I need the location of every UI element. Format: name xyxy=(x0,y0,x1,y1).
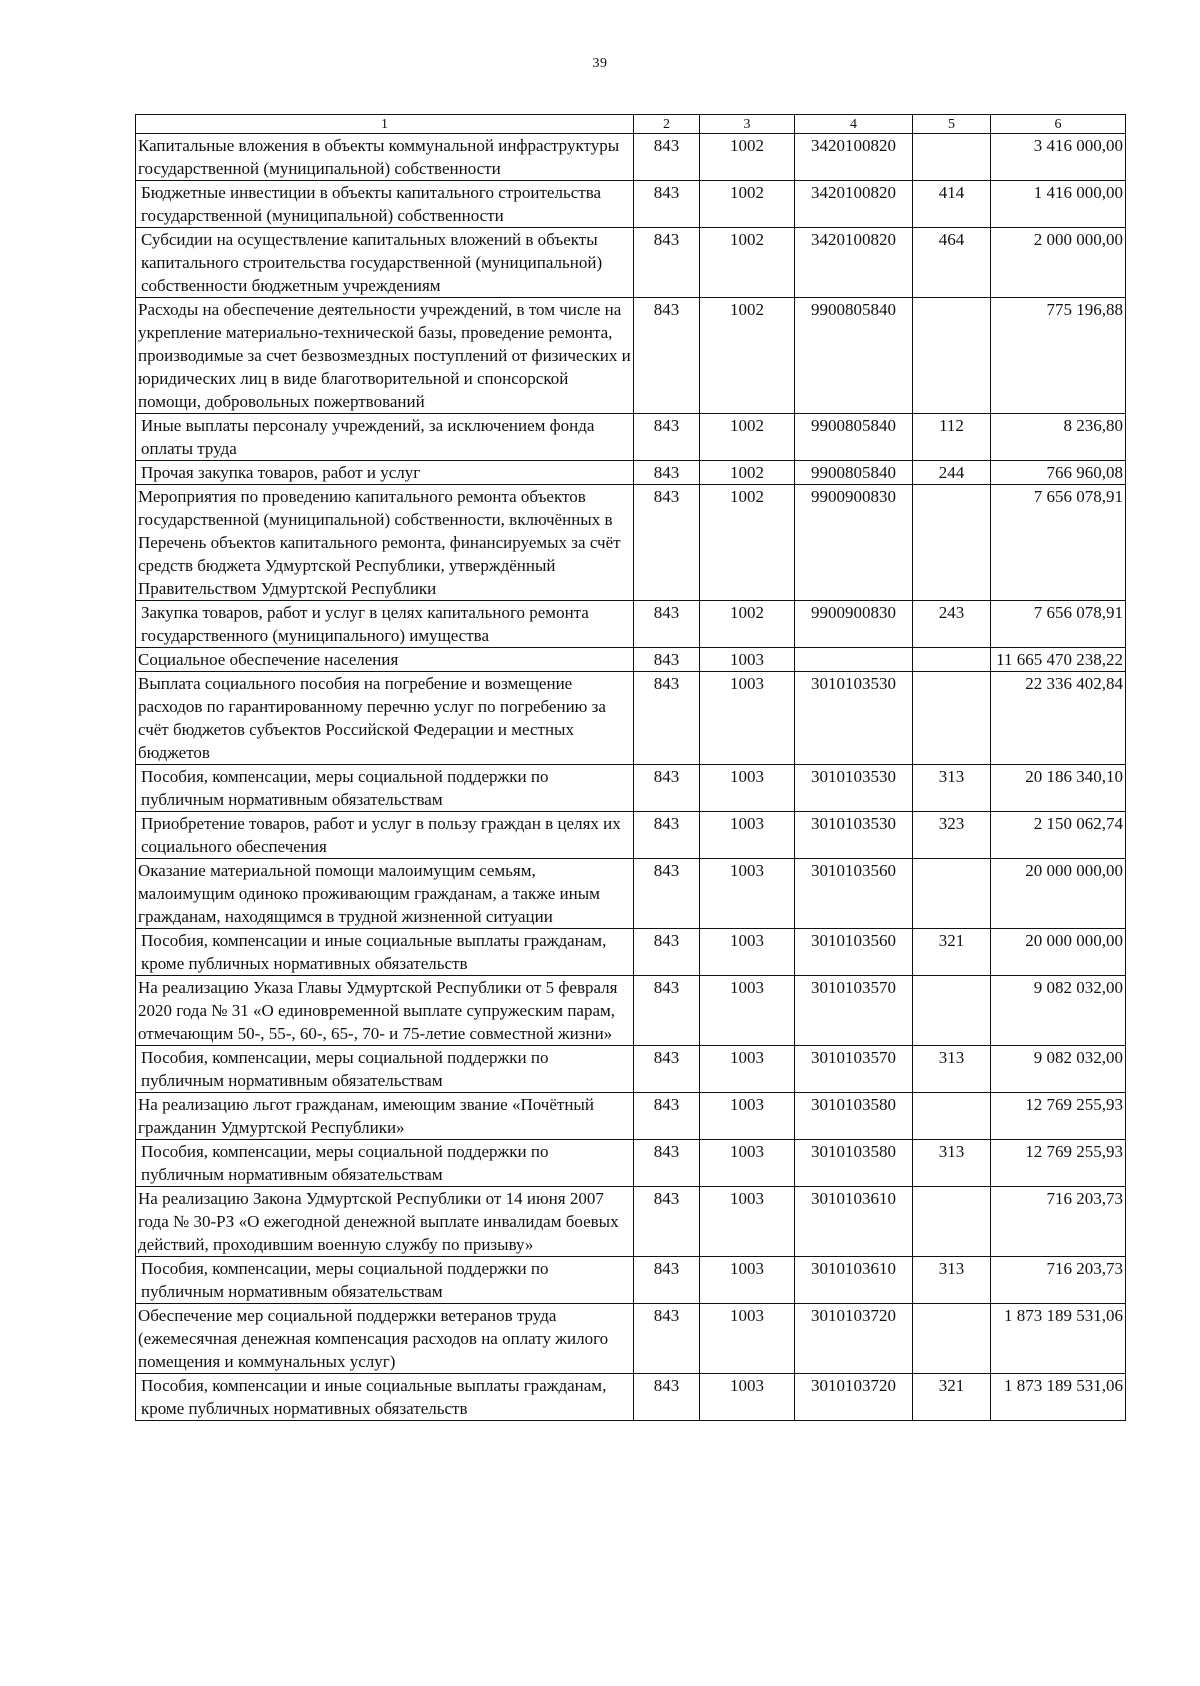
column-header-6: 6 xyxy=(991,115,1126,134)
row-col2-cell: 843 xyxy=(634,1257,700,1304)
row-col5-cell: 321 xyxy=(913,1374,991,1421)
row-col2-cell: 843 xyxy=(634,1140,700,1187)
row-col4-cell: 3010103610 xyxy=(795,1187,913,1257)
row-col4-cell: 3010103530 xyxy=(795,765,913,812)
row-amount-cell: 1 873 189 531,06 xyxy=(991,1304,1126,1374)
row-col4-cell: 3420100820 xyxy=(795,228,913,298)
table-row xyxy=(136,859,1126,929)
row-col5-cell xyxy=(913,1093,991,1140)
table-row xyxy=(136,414,1126,461)
row-col5-cell xyxy=(913,859,991,929)
row-col5-cell: 414 xyxy=(913,181,991,228)
row-name-cell: Приобретение товаров, работ и услуг в пользу граждан в целях их социального обеспечения xyxy=(136,812,634,859)
table-header-row xyxy=(136,115,1126,134)
row-col2-cell: 843 xyxy=(634,181,700,228)
row-amount-cell: 11 665 470 238,22 xyxy=(991,648,1126,672)
row-col5-cell xyxy=(913,485,991,601)
row-col4-cell: 3010103560 xyxy=(795,859,913,929)
row-col4-cell: 3010103560 xyxy=(795,929,913,976)
table-row xyxy=(136,228,1126,298)
row-amount-cell: 7 656 078,91 xyxy=(991,601,1126,648)
row-col2-cell: 843 xyxy=(634,765,700,812)
row-name-cell: Капитальные вложения в объекты коммунальной инфраструктуры государственной (муниципальной) собственности xyxy=(136,134,634,181)
row-col3-cell: 1002 xyxy=(700,461,795,485)
row-name-cell: Прочая закупка товаров, работ и услуг xyxy=(136,461,634,485)
row-col2-cell: 843 xyxy=(634,1374,700,1421)
table-row xyxy=(136,1187,1126,1257)
row-col3-cell: 1002 xyxy=(700,134,795,181)
table-row xyxy=(136,1304,1126,1374)
row-name-cell: Пособия, компенсации, меры социальной поддержки по публичным нормативным обязательствам xyxy=(136,1046,634,1093)
row-col3-cell: 1002 xyxy=(700,181,795,228)
row-name-cell: На реализацию льгот гражданам, имеющим звание «Почётный гражданин Удмуртской Республики» xyxy=(136,1093,634,1140)
row-col5-cell: 244 xyxy=(913,461,991,485)
row-col4-cell: 9900805840 xyxy=(795,298,913,414)
row-col5-cell xyxy=(913,1304,991,1374)
row-col4-cell: 3420100820 xyxy=(795,134,913,181)
row-name-cell: Бюджетные инвестиции в объекты капитального строительства государственной (муниципальной) собственности xyxy=(136,181,634,228)
row-name-cell: Закупка товаров, работ и услуг в целях капитального ремонта государственного (муниципального) имущества xyxy=(136,601,634,648)
row-name-cell: Субсидии на осуществление капитальных вложений в объекты капитального строительства государственной (муниципальной) собственности бюджетным учреждениям xyxy=(136,228,634,298)
row-col2-cell: 843 xyxy=(634,672,700,765)
row-col4-cell: 3010103530 xyxy=(795,672,913,765)
row-col4-cell: 3010103570 xyxy=(795,1046,913,1093)
row-name-cell: Расходы на обеспечение деятельности учреждений, в том числе на укрепление материально-технической базы, проведение ремонта, производимые за счет безвозмездных поступлений от физических и юридических лиц в виде благотворительной и спонсорской помощи, добровольных пожертвований xyxy=(136,298,634,414)
row-col3-cell: 1002 xyxy=(700,298,795,414)
row-col3-cell: 1003 xyxy=(700,1374,795,1421)
row-col2-cell: 843 xyxy=(634,1187,700,1257)
row-amount-cell: 9 082 032,00 xyxy=(991,976,1126,1046)
row-col2-cell: 843 xyxy=(634,298,700,414)
row-amount-cell: 22 336 402,84 xyxy=(991,672,1126,765)
row-col5-cell: 313 xyxy=(913,1140,991,1187)
row-name-cell: Пособия, компенсации, меры социальной поддержки по публичным нормативным обязательствам xyxy=(136,1257,634,1304)
row-col4-cell: 3010103570 xyxy=(795,976,913,1046)
row-col2-cell: 843 xyxy=(634,1046,700,1093)
column-header-3: 3 xyxy=(700,115,795,134)
row-amount-cell: 3 416 000,00 xyxy=(991,134,1126,181)
row-col5-cell: 321 xyxy=(913,929,991,976)
row-col4-cell: 9900900830 xyxy=(795,485,913,601)
row-name-cell: На реализацию Указа Главы Удмуртской Республики от 5 февраля 2020 года № 31 «О единовременной выплате супружеским парам, отмечающим 50-, 55-, 60-, 65-, 70- и 75-летие совместной жизни» xyxy=(136,976,634,1046)
table-row xyxy=(136,1046,1126,1093)
row-col3-cell: 1002 xyxy=(700,601,795,648)
row-amount-cell: 8 236,80 xyxy=(991,414,1126,461)
table-row xyxy=(136,601,1126,648)
row-col2-cell: 843 xyxy=(634,859,700,929)
table-row xyxy=(136,672,1126,765)
row-name-cell: Пособия, компенсации, меры социальной поддержки по публичным нормативным обязательствам xyxy=(136,765,634,812)
row-amount-cell: 716 203,73 xyxy=(991,1187,1126,1257)
row-col4-cell: 3010103610 xyxy=(795,1257,913,1304)
row-name-cell: На реализацию Закона Удмуртской Республики от 14 июня 2007 года № 30-РЗ «О ежегодной денежной выплате инвалидам боевых действий, проходившим военную службу по призыву» xyxy=(136,1187,634,1257)
row-col3-cell: 1003 xyxy=(700,1257,795,1304)
row-amount-cell: 775 196,88 xyxy=(991,298,1126,414)
table-row xyxy=(136,648,1126,672)
row-amount-cell: 20 186 340,10 xyxy=(991,765,1126,812)
row-name-cell: Пособия, компенсации, меры социальной поддержки по публичным нормативным обязательствам xyxy=(136,1140,634,1187)
row-name-cell: Обеспечение мер социальной поддержки ветеранов труда (ежемесячная денежная компенсация расходов на оплату жилого помещения и коммунальных услуг) xyxy=(136,1304,634,1374)
table-row xyxy=(136,1257,1126,1304)
row-col3-cell: 1003 xyxy=(700,976,795,1046)
row-col4-cell: 3010103530 xyxy=(795,812,913,859)
row-col2-cell: 843 xyxy=(634,228,700,298)
row-col2-cell: 843 xyxy=(634,601,700,648)
row-col3-cell: 1003 xyxy=(700,859,795,929)
row-amount-cell: 12 769 255,93 xyxy=(991,1140,1126,1187)
row-col5-cell: 313 xyxy=(913,1046,991,1093)
row-col5-cell: 313 xyxy=(913,1257,991,1304)
row-col5-cell xyxy=(913,134,991,181)
row-col2-cell: 843 xyxy=(634,485,700,601)
row-amount-cell: 2 000 000,00 xyxy=(991,228,1126,298)
row-col3-cell: 1003 xyxy=(700,1046,795,1093)
row-col4-cell: 3010103580 xyxy=(795,1093,913,1140)
row-amount-cell: 1 416 000,00 xyxy=(991,181,1126,228)
row-amount-cell: 7 656 078,91 xyxy=(991,485,1126,601)
column-header-1: 1 xyxy=(136,115,634,134)
table-row xyxy=(136,181,1126,228)
row-name-cell: Мероприятия по проведению капитального ремонта объектов государственной (муниципальной) собственности, включённых в Перечень объектов капитального ремонта, финансируемых за счёт средств бюджета Удмуртской Республики, утверждённый Правительством Удмуртской Республики xyxy=(136,485,634,601)
table-row xyxy=(136,298,1126,414)
row-col3-cell: 1003 xyxy=(700,765,795,812)
row-col3-cell: 1003 xyxy=(700,1093,795,1140)
table-row xyxy=(136,1374,1126,1421)
column-header-4: 4 xyxy=(795,115,913,134)
row-col3-cell: 1003 xyxy=(700,648,795,672)
row-name-cell: Пособия, компенсации и иные социальные выплаты гражданам, кроме публичных нормативных обязательств xyxy=(136,1374,634,1421)
row-name-cell: Иные выплаты персоналу учреждений, за исключением фонда оплаты труда xyxy=(136,414,634,461)
row-amount-cell: 9 082 032,00 xyxy=(991,1046,1126,1093)
row-name-cell: Оказание материальной помощи малоимущим семьям, малоимущим одиноко проживающим гражданам, а также иным гражданам, находящимся в трудной жизненной ситуации xyxy=(136,859,634,929)
table-row xyxy=(136,765,1126,812)
row-col2-cell: 843 xyxy=(634,976,700,1046)
table-row xyxy=(136,929,1126,976)
row-col4-cell xyxy=(795,648,913,672)
row-col4-cell: 3010103580 xyxy=(795,1140,913,1187)
row-name-cell: Выплата социального пособия на погребение и возмещение расходов по гарантированному перечню услуг по погребению за счёт бюджетов субъектов Российской Федерации и местных бюджетов xyxy=(136,672,634,765)
row-col5-cell xyxy=(913,298,991,414)
row-col5-cell: 323 xyxy=(913,812,991,859)
row-col5-cell xyxy=(913,648,991,672)
row-col5-cell: 313 xyxy=(913,765,991,812)
row-name-cell: Социальное обеспечение населения xyxy=(136,648,634,672)
row-col2-cell: 843 xyxy=(634,929,700,976)
row-col4-cell: 9900805840 xyxy=(795,461,913,485)
row-col3-cell: 1002 xyxy=(700,228,795,298)
budget-table xyxy=(135,114,1126,1421)
row-col5-cell: 243 xyxy=(913,601,991,648)
row-amount-cell: 12 769 255,93 xyxy=(991,1093,1126,1140)
row-col3-cell: 1003 xyxy=(700,929,795,976)
row-col4-cell: 9900805840 xyxy=(795,414,913,461)
row-col5-cell xyxy=(913,976,991,1046)
row-amount-cell: 1 873 189 531,06 xyxy=(991,1374,1126,1421)
row-col3-cell: 1002 xyxy=(700,485,795,601)
column-header-5: 5 xyxy=(913,115,991,134)
row-amount-cell: 716 203,73 xyxy=(991,1257,1126,1304)
row-col2-cell: 843 xyxy=(634,1304,700,1374)
row-col5-cell xyxy=(913,1187,991,1257)
table-row xyxy=(136,1093,1126,1140)
row-col3-cell: 1003 xyxy=(700,812,795,859)
table-row xyxy=(136,812,1126,859)
table-row xyxy=(136,1140,1126,1187)
row-amount-cell: 766 960,08 xyxy=(991,461,1126,485)
row-col3-cell: 1003 xyxy=(700,672,795,765)
column-header-2: 2 xyxy=(634,115,700,134)
row-col5-cell xyxy=(913,672,991,765)
table-row xyxy=(136,461,1126,485)
row-amount-cell: 20 000 000,00 xyxy=(991,929,1126,976)
row-col4-cell: 9900900830 xyxy=(795,601,913,648)
row-col3-cell: 1003 xyxy=(700,1187,795,1257)
table-body xyxy=(136,134,1126,1421)
row-col4-cell: 3420100820 xyxy=(795,181,913,228)
page-number: 39 xyxy=(592,56,608,71)
table-row xyxy=(136,976,1126,1046)
row-col3-cell: 1003 xyxy=(700,1140,795,1187)
row-col5-cell: 464 xyxy=(913,228,991,298)
row-amount-cell: 20 000 000,00 xyxy=(991,859,1126,929)
row-col4-cell: 3010103720 xyxy=(795,1374,913,1421)
row-col2-cell: 843 xyxy=(634,812,700,859)
row-col2-cell: 843 xyxy=(634,648,700,672)
row-col5-cell: 112 xyxy=(913,414,991,461)
row-col2-cell: 843 xyxy=(634,1093,700,1140)
row-col2-cell: 843 xyxy=(634,461,700,485)
row-amount-cell: 2 150 062,74 xyxy=(991,812,1126,859)
row-col2-cell: 843 xyxy=(634,134,700,181)
table-row xyxy=(136,485,1126,601)
row-col3-cell: 1002 xyxy=(700,414,795,461)
table-row xyxy=(136,134,1126,181)
row-name-cell: Пособия, компенсации и иные социальные выплаты гражданам, кроме публичных нормативных обязательств xyxy=(136,929,634,976)
row-col3-cell: 1003 xyxy=(700,1304,795,1374)
row-col4-cell: 3010103720 xyxy=(795,1304,913,1374)
row-col2-cell: 843 xyxy=(634,414,700,461)
